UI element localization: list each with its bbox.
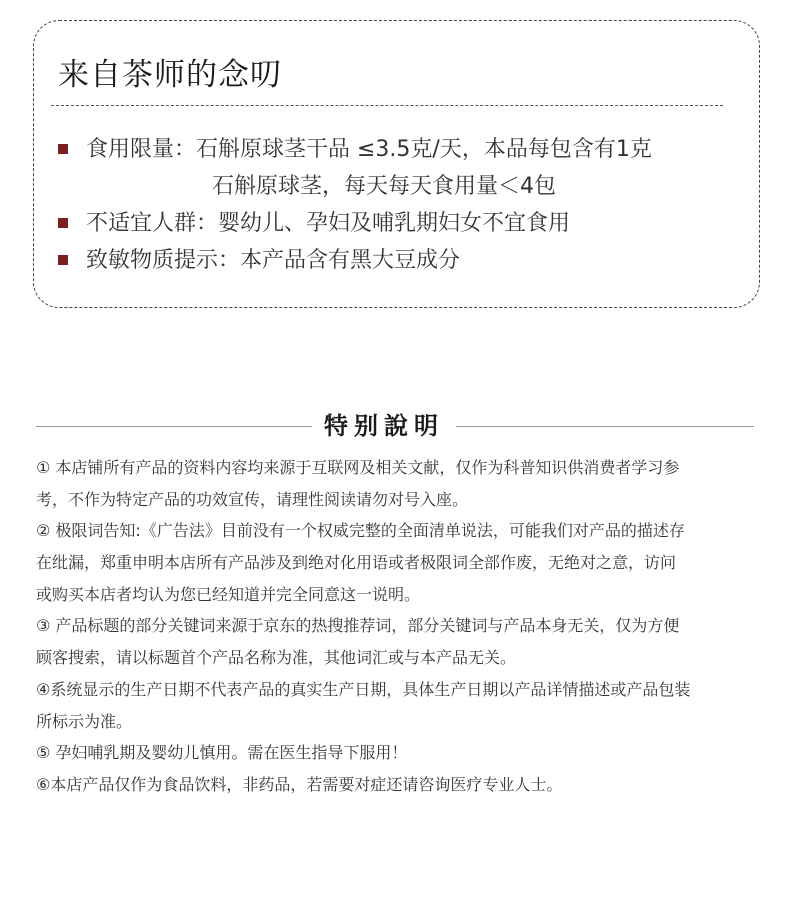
notes-title: 来自茶师的念叨	[58, 57, 282, 93]
notice-line: ④系统显示的生产日期不代表产品的真实生产日期，具体生产日期以产品详情描述或产品包装	[36, 679, 691, 699]
notice-line: ① 本店铺所有产品的资料内容均来源于互联网及相关文献，仅作为科普知识供消费者学习参	[36, 458, 680, 477]
notice-heading-row	[36, 404, 754, 448]
notice-line: 在纰漏，郑重申明本店所有产品涉及到绝对化用语或者极限词全部作废，无绝对之意，访问	[36, 553, 677, 573]
notice-line: 考，不作为特定产品的功效宣传，请理性阅读请勿对号入座。	[36, 489, 469, 509]
notice-line: 或购买本店者均认为您已经知道并完全同意这一说明。	[36, 584, 421, 604]
bullet-icon	[58, 218, 68, 228]
notice-line: ⑤ 孕妇哺乳期及婴幼儿慎用。需在医生指导下服用！	[36, 743, 408, 763]
notice-line: ⑥本店产品仅作为食品饮料，非药品，若需要对症还请咨询医疗专业人士。	[36, 774, 563, 794]
notice-line: ③ 产品标题的部分关键词来源于京东的热搜推荐词，部分关键词与产品本身无关，仅为方便	[36, 616, 680, 636]
notice-line: 所标示为准。	[36, 711, 133, 731]
heading-divider-right	[456, 426, 754, 427]
notes-item-text: 食用限量：石斛原球茎干品 ≤3.5克/天，本品每包含有1克	[86, 137, 652, 162]
notice-list	[36, 452, 766, 801]
notes-item-text: 致敏物质提示：本产品含有黑大豆成分	[86, 248, 461, 273]
heading-divider-left	[36, 426, 312, 427]
bullet-icon	[58, 255, 68, 265]
notice-line: 顾客搜索，请以标题首个产品名称为准，其他词汇或与本产品无关。	[36, 648, 517, 668]
notes-item-continuation: 石斛原球茎，每天每天食用量＜4包	[212, 174, 556, 199]
notice-line: ② 极限词告知:《广告法》目前没有一个权威完整的全面清单说法，可能我们对产品的描述存	[36, 521, 685, 541]
notes-divider	[51, 105, 723, 106]
notice-heading: 特别說明	[324, 411, 444, 440]
bullet-icon	[58, 144, 68, 154]
notes-item-text: 不适宜人群：婴幼儿、孕妇及哺乳期妇女不宜食用	[86, 211, 571, 236]
tea-master-notes-card	[33, 20, 760, 308]
